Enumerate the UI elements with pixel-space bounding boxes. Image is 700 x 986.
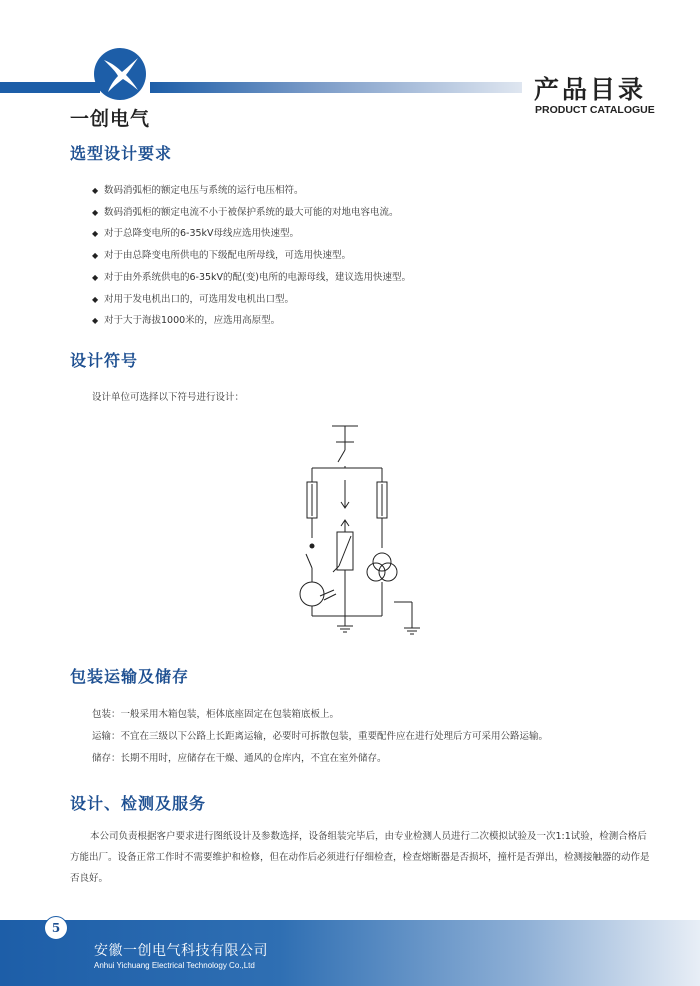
diamond-bullet-icon: ◆ [92,186,99,195]
company-name-cn: 安徽一创电气科技有限公司 [94,943,268,959]
section-title-service: 设计、检测及服务 [70,794,207,813]
company-name-en: Anhui Yichuang Electrical Technology Co.,Ltd [94,961,255,970]
catalogue-subtitle: PRODUCT CATALOGUE [535,104,655,116]
list-item: ◆ 对用于发电机出口的，可选用发电机出口型。 [92,289,652,311]
list-item: ◆ 对于由外系统供电的6-35kV的配(变)电所的电源母线，建议选用快速型。 [92,267,652,289]
diamond-bullet-icon: ◆ [92,316,99,326]
section-title-packaging: 包装运输及储存 [70,667,190,686]
company-logo-icon [92,46,148,102]
page-number: 5 [44,916,68,940]
catalogue-title: 产品目录 [534,75,647,104]
header-bar-right [150,82,522,93]
diamond-bullet-icon: ◆ [92,229,99,239]
list-item: ◆ 对于大于海拔1000米的，应选用高原型。 [92,310,652,332]
storage-line: 储存：长期不用时，应储存在干燥、通风的仓库内，不宜在室外储存。 [92,753,387,764]
diamond-bullet-icon: ◆ [92,207,99,217]
list-item: ◆ 对于总降变电所的6-35kV母线应选用快速型。 [92,223,652,245]
selection-list [92,180,652,332]
brand-name: 一创电气 [70,108,151,130]
symbol-intro: 设计单位可选择以下符号进行设计： [92,392,245,403]
diamond-bullet-icon: ◆ [92,294,99,304]
list-item: ◆ 数码消弧柜的额定电流不小于被保护系统的最大可能的对地电容电流。 [92,202,652,224]
service-paragraph: 本公司负责根据客户要求进行图纸设计及参数选择，设备组装完毕后，由专业检测人员进行二次模拟试验及一次1:1试验，检测合格后方能出厂。设备正常工作时不需要维护和检修，但在动作后必须进行仔细检查，检查熔断器是否损坏，撞杆是否弹出，检测接触器的动作是否良好。 [70,831,650,884]
transport-line: 运输：不宜在三级以下公路上长距离运输，必要时可拆散包装，重要配件应在进行处理后方可采用公路运输。 [92,731,549,742]
header-bar-left [0,82,100,93]
packaging-line: 包装：一般采用木箱包装，柜体底座固定在包装箱底板上。 [92,709,340,720]
section-title-symbol: 设计符号 [70,351,139,370]
circuit-symbol-diagram [290,420,430,640]
section-title-selection: 选型设计要求 [70,144,173,163]
list-item: ◆ 数码消弧柜的额定电压与系统的运行电压相符。 [92,180,652,202]
list-item: ◆ 对于由总降变电所供电的下级配电所母线，可选用快速型。 [92,245,652,267]
diamond-bullet-icon: ◆ [92,272,99,282]
diamond-bullet-icon: ◆ [92,251,99,261]
